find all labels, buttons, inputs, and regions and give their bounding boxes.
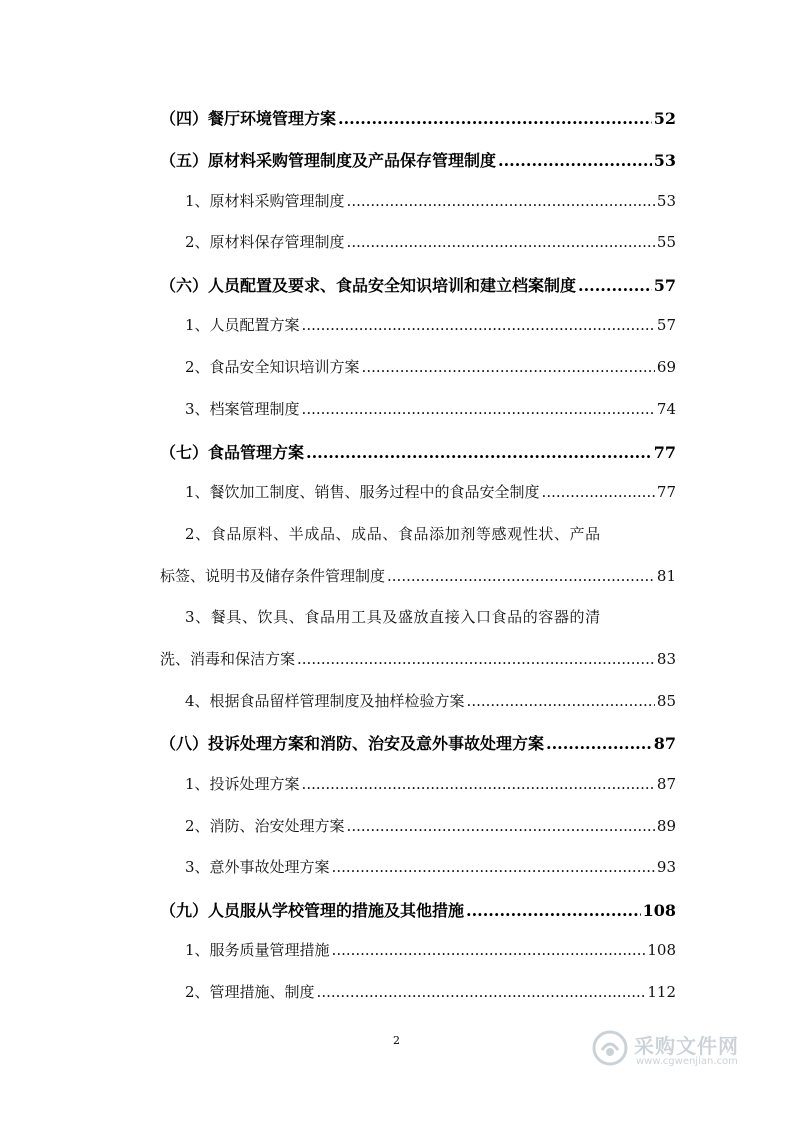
toc-entry-line1[interactable]: 3、餐具、饮具、食品用工具及盛放直接入口食品的容器的清 bbox=[185, 608, 601, 626]
toc-leader bbox=[347, 233, 655, 251]
toc-entry-line1[interactable]: 2、食品原料、半成品、成品、食品添加剂等感观性状、产品 bbox=[185, 525, 601, 543]
toc-label: 4、根据食品留样管理制度及抽样检验方案 bbox=[185, 692, 465, 710]
toc-label: 标签、说明书及储存条件管理制度 bbox=[160, 567, 386, 585]
toc-entry[interactable] bbox=[160, 565, 676, 586]
toc-page: 77 bbox=[656, 483, 676, 501]
page-number: 2 bbox=[393, 1034, 400, 1047]
toc-label: 3、档案管理制度 bbox=[185, 400, 300, 418]
toc-entry[interactable] bbox=[185, 773, 676, 794]
toc-label: （五）原材料采购管理制度及产品保存管理制度 bbox=[160, 151, 497, 170]
toc-page: 93 bbox=[656, 858, 676, 876]
toc-label: 3、意外事故处理方案 bbox=[185, 858, 330, 876]
toc-label: 2、消防、治安处理方案 bbox=[185, 817, 345, 835]
toc-label: 洗、消毒和保洁方案 bbox=[160, 650, 296, 668]
cgwenjian-logo-icon bbox=[592, 1030, 628, 1066]
toc-page: 55 bbox=[656, 233, 676, 251]
toc-page: 108 bbox=[642, 901, 676, 920]
toc-page: 85 bbox=[656, 692, 676, 710]
toc-entry[interactable] bbox=[160, 273, 676, 296]
watermark-name: 采购文件网 bbox=[634, 1034, 739, 1058]
toc-page: 83 bbox=[656, 650, 676, 668]
toc-leader bbox=[302, 316, 655, 334]
toc-leader bbox=[467, 692, 655, 710]
toc-label: 1、原材料采购管理制度 bbox=[185, 192, 345, 210]
toc-label: 1、人员配置方案 bbox=[185, 316, 300, 334]
toc-entry[interactable] bbox=[185, 690, 676, 711]
toc-label: 2、食品安全知识培训方案 bbox=[185, 358, 360, 376]
toc-page: 53 bbox=[656, 192, 676, 210]
toc-page: 87 bbox=[656, 775, 676, 793]
toc-leader bbox=[297, 650, 655, 668]
toc-leader bbox=[498, 151, 652, 170]
toc-entry[interactable] bbox=[185, 231, 676, 252]
toc-leader bbox=[466, 901, 641, 920]
toc-entry[interactable] bbox=[160, 731, 676, 754]
toc-entry[interactable] bbox=[185, 981, 676, 1002]
toc-entry[interactable] bbox=[185, 356, 676, 377]
toc-leader bbox=[332, 941, 646, 959]
toc-label: （九）人员服从学校管理的措施及其他措施 bbox=[160, 901, 465, 920]
toc-leader bbox=[302, 775, 655, 793]
toc-page: 53 bbox=[653, 151, 676, 170]
toc-leader bbox=[578, 276, 652, 295]
toc-leader bbox=[338, 109, 652, 128]
toc-label: （八）投诉处理方案和消防、治安及意外事故处理方案 bbox=[160, 734, 545, 753]
toc-page: 108 bbox=[647, 941, 676, 959]
watermark-url: www.cgwenjian.com bbox=[636, 1056, 738, 1067]
toc-leader bbox=[362, 358, 655, 376]
toc-page: 112 bbox=[647, 983, 676, 1001]
toc-entry[interactable] bbox=[160, 148, 676, 171]
toc-leader bbox=[546, 734, 652, 753]
toc-entry[interactable] bbox=[160, 648, 676, 669]
toc-entry[interactable] bbox=[185, 398, 676, 419]
toc-entry[interactable] bbox=[160, 440, 676, 463]
toc-leader bbox=[317, 983, 646, 1001]
toc-page: 81 bbox=[656, 567, 676, 585]
watermark bbox=[592, 1028, 752, 1074]
toc-page: 57 bbox=[653, 276, 676, 295]
toc-leader bbox=[306, 443, 652, 462]
toc-label: 2、原材料保存管理制度 bbox=[185, 233, 345, 251]
toc-leader bbox=[542, 483, 655, 501]
toc-leader bbox=[332, 858, 655, 876]
toc-leader bbox=[387, 567, 655, 585]
toc-entry[interactable] bbox=[185, 481, 676, 502]
toc-page: 52 bbox=[653, 109, 676, 128]
toc-page: 77 bbox=[653, 443, 676, 462]
toc-label: （六）人员配置及要求、食品安全知识培训和建立档案制度 bbox=[160, 276, 577, 295]
toc-label: （七）食品管理方案 bbox=[160, 443, 305, 462]
toc-entry[interactable] bbox=[185, 190, 676, 211]
toc-entry[interactable] bbox=[160, 106, 676, 129]
toc-label: 1、餐饮加工制度、销售、服务过程中的食品安全制度 bbox=[185, 483, 540, 501]
toc-label: 1、服务质量管理措施 bbox=[185, 941, 330, 959]
toc-entry[interactable] bbox=[185, 939, 676, 960]
toc-entry[interactable] bbox=[185, 815, 676, 836]
toc-page: 89 bbox=[656, 817, 676, 835]
toc-page: 57 bbox=[656, 316, 676, 334]
toc-page: 87 bbox=[653, 734, 676, 753]
toc-entry[interactable] bbox=[185, 856, 676, 877]
toc-label: 2、管理措施、制度 bbox=[185, 983, 315, 1001]
toc-leader bbox=[347, 817, 655, 835]
toc-entry[interactable] bbox=[160, 898, 676, 921]
toc-leader bbox=[302, 400, 655, 418]
toc-label: 1、投诉处理方案 bbox=[185, 775, 300, 793]
toc-page: 74 bbox=[656, 400, 676, 418]
toc-entry[interactable] bbox=[185, 314, 676, 335]
toc-leader bbox=[347, 192, 655, 210]
toc-label: （四）餐厅环境管理方案 bbox=[160, 109, 337, 128]
toc-page: 69 bbox=[656, 358, 676, 376]
